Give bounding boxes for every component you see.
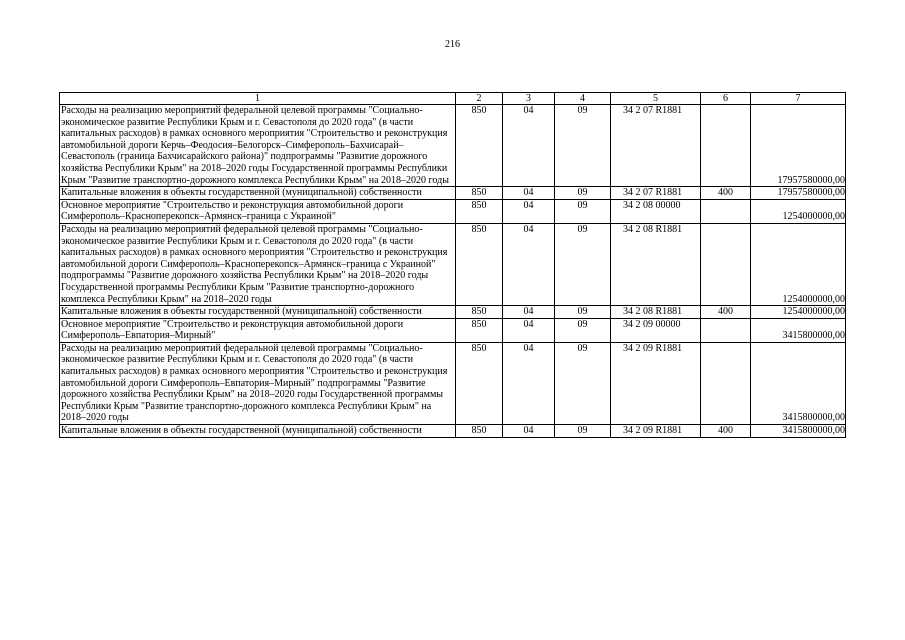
row-ministry-code-cell: 850 xyxy=(456,187,503,200)
row-amount-cell: 1254000000,00 xyxy=(751,306,846,319)
row-amount-cell: 3415800000,00 xyxy=(751,425,846,438)
row-target-code-cell: 34 2 09 00000 xyxy=(611,318,701,342)
row-target-code-cell: 34 2 08 00000 xyxy=(611,199,701,223)
header-cell: 3 xyxy=(503,93,555,105)
row-target-code-cell: 34 2 08 R1881 xyxy=(611,306,701,319)
row-name-cell: Капитальные вложения в объекты государственной (муниципальной) собственности xyxy=(60,306,456,319)
table-row xyxy=(60,306,846,319)
row-name-cell: Капитальные вложения в объекты государственной (муниципальной) собственности xyxy=(60,187,456,200)
row-name-cell: Капитальные вложения в объекты государственной (муниципальной) собственности xyxy=(60,425,456,438)
table-row xyxy=(60,199,846,223)
table-header-row xyxy=(60,93,846,105)
row-section-code-cell: 04 xyxy=(503,187,555,200)
row-ministry-code-cell: 850 xyxy=(456,342,503,424)
row-target-code-cell: 34 2 07 R1881 xyxy=(611,105,701,187)
page-number: 216 xyxy=(445,39,460,50)
row-target-code-cell: 34 2 07 R1881 xyxy=(611,187,701,200)
row-amount-cell: 1254000000,00 xyxy=(751,223,846,305)
table-row xyxy=(60,342,846,424)
table-row xyxy=(60,223,846,305)
row-expense-type-cell xyxy=(701,105,751,187)
header-cell: 5 xyxy=(611,93,701,105)
row-expense-type-cell xyxy=(701,342,751,424)
row-name-cell: Расходы на реализацию мероприятий федеральной целевой программы "Социально-экономическое развитие Республики Крым и г. Севастополя до 2020 года" (в части капитальных расходов) в рамках основного мероприятия "Строительство и реконструкция автомобильной дороги Симферополь–Красноперекопск–Армянск–граница с Украиной" подпрограммы "Развитие дорожного хозяйства Республики Крым" на 2018–2020 годы Государственной программы Республики Крым "Развитие транспортно-дорожного комплекса Республики Крым" на 2018–2020 годы xyxy=(60,223,456,305)
header-cell: 6 xyxy=(701,93,751,105)
header-cell: 1 xyxy=(60,93,456,105)
row-ministry-code-cell: 850 xyxy=(456,306,503,319)
row-section-code-cell: 04 xyxy=(503,318,555,342)
row-section-code-cell: 04 xyxy=(503,199,555,223)
row-amount-cell: 17957580000,00 xyxy=(751,105,846,187)
row-ministry-code-cell: 850 xyxy=(456,105,503,187)
row-name-cell: Основное мероприятие "Строительство и реконструкция автомобильной дороги Симферополь–Евпатория–Мирный" xyxy=(60,318,456,342)
table-row xyxy=(60,187,846,200)
row-ministry-code-cell: 850 xyxy=(456,199,503,223)
row-expense-type-cell: 400 xyxy=(701,425,751,438)
row-section-code-cell: 04 xyxy=(503,306,555,319)
row-ministry-code-cell: 850 xyxy=(456,318,503,342)
row-target-code-cell: 34 2 09 R1881 xyxy=(611,425,701,438)
header-cell: 4 xyxy=(555,93,611,105)
table-row xyxy=(60,425,846,438)
row-name-cell: Основное мероприятие "Строительство и реконструкция автомобильной дороги Симферополь–Красноперекопск–Армянск–граница с Украиной" xyxy=(60,199,456,223)
row-subsection-code-cell: 09 xyxy=(555,342,611,424)
table-row xyxy=(60,318,846,342)
row-ministry-code-cell: 850 xyxy=(456,223,503,305)
row-section-code-cell: 04 xyxy=(503,425,555,438)
row-subsection-code-cell: 09 xyxy=(555,105,611,187)
row-name-cell: Расходы на реализацию мероприятий федеральной целевой программы "Социально-экономическое развитие Республики Крым и г. Севастополя до 2020 года" (в части капитальных расходов) в рамках основного мероприятия "Строительство и реконструкция автомобильной дороги Симферополь–Евпатория–Мирный" подпрограммы "Развитие дорожного хозяйства Республики Крым" на 2018–2020 годы Государственной программы Республики Крым "Развитие транспортно-дорожного комплекса Республики Крым" на 2018–2020 годы xyxy=(60,342,456,424)
row-section-code-cell: 04 xyxy=(503,105,555,187)
row-expense-type-cell xyxy=(701,223,751,305)
header-cell: 2 xyxy=(456,93,503,105)
row-subsection-code-cell: 09 xyxy=(555,306,611,319)
row-subsection-code-cell: 09 xyxy=(555,425,611,438)
row-subsection-code-cell: 09 xyxy=(555,318,611,342)
row-expense-type-cell: 400 xyxy=(701,187,751,200)
header-cell: 7 xyxy=(751,93,846,105)
row-subsection-code-cell: 09 xyxy=(555,187,611,200)
budget-table xyxy=(59,92,846,438)
row-target-code-cell: 34 2 08 R1881 xyxy=(611,223,701,305)
row-expense-type-cell: 400 xyxy=(701,306,751,319)
row-amount-cell: 17957580000,00 xyxy=(751,187,846,200)
row-target-code-cell: 34 2 09 R1881 xyxy=(611,342,701,424)
row-subsection-code-cell: 09 xyxy=(555,223,611,305)
row-amount-cell: 1254000000,00 xyxy=(751,199,846,223)
row-subsection-code-cell: 09 xyxy=(555,199,611,223)
row-amount-cell: 3415800000,00 xyxy=(751,342,846,424)
row-amount-cell: 3415800000,00 xyxy=(751,318,846,342)
row-ministry-code-cell: 850 xyxy=(456,425,503,438)
table-row xyxy=(60,105,846,187)
row-expense-type-cell xyxy=(701,199,751,223)
row-name-cell: Расходы на реализацию мероприятий федеральной целевой программы "Социально-экономическое развитие Республики Крым и г. Севастополя до 2020 года" (в части капитальных расходов) в рамках основного мероприятия "Строительство и реконструкция автомобильной дороги Керчь–Феодосия–Белогорск–Симферополь–Бахчисарай–Севастополь (граница Бахчисарайского района)" подпрограммы "Развитие дорожного хозяйства Республики Крым" на 2018–2020 годы Государственной программы Республики Крым "Развитие транспортно-дорожного комплекса Республики Крым" на 2018–2020 годы xyxy=(60,105,456,187)
row-section-code-cell: 04 xyxy=(503,342,555,424)
row-section-code-cell: 04 xyxy=(503,223,555,305)
row-expense-type-cell xyxy=(701,318,751,342)
